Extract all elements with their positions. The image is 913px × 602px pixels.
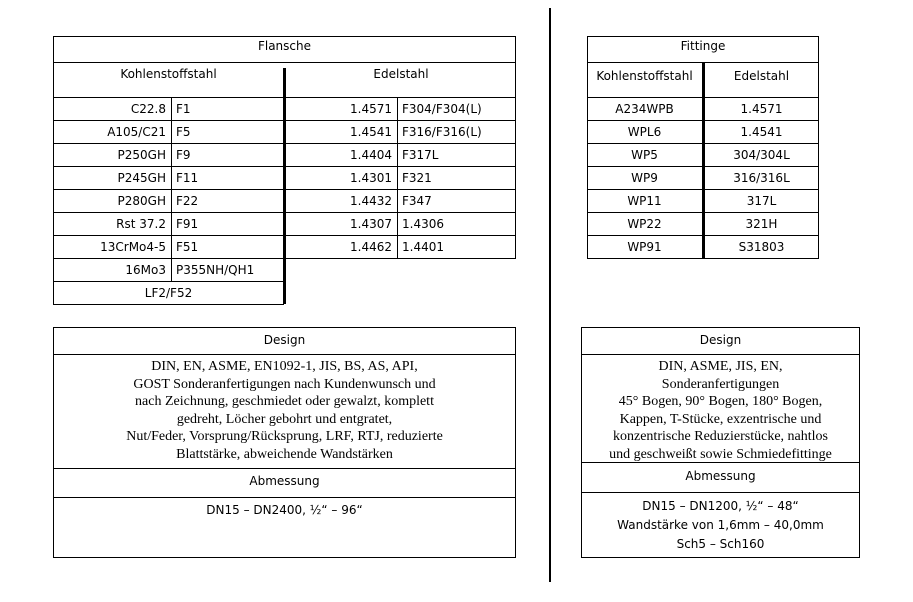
flansche-col-stainless: Edelstahl [373, 67, 429, 81]
flansche-stainless-cell: F317L [402, 148, 439, 162]
fittinge-col-carbon: Kohlenstoffstahl [596, 69, 693, 83]
flansche-title: Flansche [257, 39, 312, 53]
fittinge-cell: WP22 [627, 217, 662, 231]
flansche-stainless-cell: 1.4432 [350, 194, 392, 208]
design-left-dim-title: Abmessung [249, 474, 320, 488]
flansche-carbon-cell: Rst 37.2 [116, 217, 166, 231]
flansche-stainless-cell: F316/F316(L) [402, 125, 482, 139]
design-left-body: DIN, EN, ASME, EN1092-1, JIS, BS, AS, API, GOST Sonderanfertigungen nach Kundenwunsch und nach Zeichnung, geschmiedet oder gewalzt, komplett gedreht, Löcher gebohrt und entgratet, Nut/Feder, Vorsprung/Rücksprung, LRF, RTJ, reduzierte Blattstärke, abweichende Wandstärken [126, 359, 443, 462]
flansche-stainless-cell: 1.4307 [350, 217, 392, 231]
flansche-carbon-cell: C22.8 [130, 102, 166, 116]
flansche-stainless-cell: F304/F304(L) [402, 102, 482, 116]
flansche-carbon-cell: P245GH [117, 171, 166, 185]
fittinge-col-stainless: Edelstahl [733, 69, 790, 83]
fittinge-cell: 321H [745, 217, 778, 231]
flansche-col-carbon: Kohlenstoffstahl [120, 67, 217, 81]
flansche-stainless-cell: 1.4404 [350, 148, 392, 162]
flansche-stainless-cell: 1.4541 [350, 125, 392, 139]
flansche-carbon-cell: 16Mo3 [125, 263, 166, 277]
fittinge-cell: WP91 [627, 240, 662, 254]
design-right-title: Design [699, 333, 742, 347]
page-divider [549, 8, 551, 582]
fittinge-cell: WP11 [627, 194, 662, 208]
flansche-stainless-cell: 1.4462 [350, 240, 392, 254]
flansche-carbon-last: LF2/F52 [144, 286, 193, 300]
fittinge-cell: 1.4571 [740, 102, 783, 116]
design-right-body: DIN, ASME, JIS, EN, Sonderanfertigungen 45° Bogen, 90° Bogen, 180° Bogen, Kappen, T-Stücke, exzentrische und konzentrische Reduzierstücke, nahtlos und geschweißt sowie Schmiedefittinge [609, 359, 832, 462]
fittinge-cell: 304/304L [733, 148, 790, 162]
flansche-carbon-cell: P250GH [117, 148, 166, 162]
fittinge-cell: S31803 [738, 240, 785, 254]
flansche-carbon-cell: F5 [176, 125, 191, 139]
flansche-carbon-cell: F22 [176, 194, 199, 208]
design-right-dim-line: Sch5 – Sch160 [676, 537, 765, 551]
fittinge-title: Fittinge [680, 39, 726, 53]
flansche-carbon-cell: F1 [176, 102, 191, 116]
design-left-dim-line: DN15 – DN2400, ½“ – 96“ [206, 503, 363, 517]
flansche-stainless-cell: 1.4571 [350, 102, 392, 116]
fittinge-cell: WP5 [631, 148, 658, 162]
flansche-carbon-cell: A105/C21 [107, 125, 166, 139]
flansche-stainless-cell: 1.4306 [402, 217, 444, 231]
flansche-carbon-cell: F51 [176, 240, 199, 254]
flansche-carbon-cell: P280GH [117, 194, 166, 208]
flansche-carbon-cell: P355NH/QH1 [176, 263, 255, 277]
flansche-carbon-cell: F9 [176, 148, 191, 162]
design-right-dim-title: Abmessung [685, 469, 756, 483]
fittinge-cell: A234WPB [615, 102, 674, 116]
fittinge-cell: WP9 [631, 171, 658, 185]
fittinge-cell: 316/316L [733, 171, 790, 185]
flansche-carbon-cell: F91 [176, 217, 199, 231]
design-left-title: Design [263, 333, 306, 347]
fittinge-cell: 1.4541 [740, 125, 783, 139]
flansche-stainless-cell: F321 [402, 171, 432, 185]
flansche-carbon-cell: F11 [176, 171, 199, 185]
design-right-dim-line: DN15 – DN1200, ½“ – 48“ [642, 499, 799, 513]
fittinge-cell: WPL6 [627, 125, 662, 139]
flansche-stainless-cell: 1.4301 [350, 171, 392, 185]
fittinge-cell: 317L [746, 194, 777, 208]
flansche-stainless-cell: 1.4401 [402, 240, 444, 254]
flansche-carbon-cell: 13CrMo4-5 [100, 240, 166, 254]
design-right-dim-line: Wandstärke von 1,6mm – 40,0mm [617, 518, 824, 532]
flansche-stainless-cell: F347 [402, 194, 432, 208]
